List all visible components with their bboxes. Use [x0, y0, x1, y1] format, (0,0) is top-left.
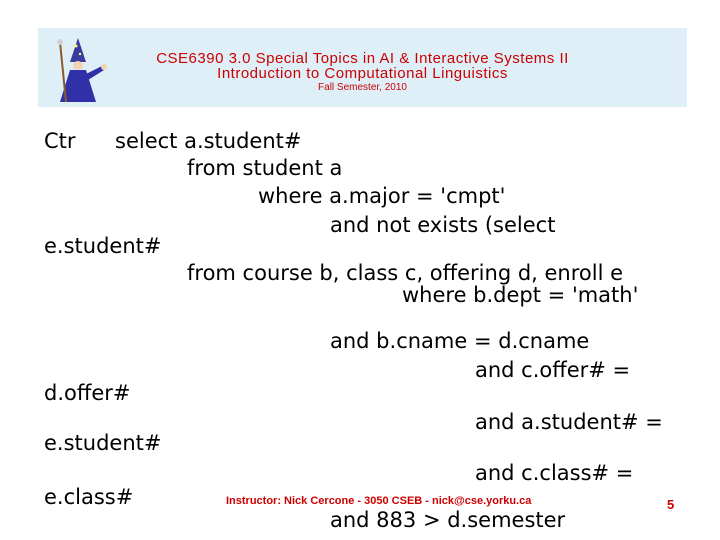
e-student-label-1: e.student#	[44, 234, 162, 258]
where-line: where a.major = 'cmpt'	[258, 184, 506, 208]
course-subtitle: Introduction to Computational Linguistics	[217, 65, 508, 82]
where-dept-line: where b.dept = 'math'	[402, 283, 639, 307]
course-banner	[38, 28, 687, 107]
and-offer-line: and c.offer# =	[475, 358, 631, 382]
from-line: from student a	[187, 156, 343, 180]
select-line: select a.student#	[115, 129, 302, 153]
page-number: 5	[667, 497, 675, 512]
instructor-footer: Instructor: Nick Cercone - 3050 CSEB - nick@cse.yorku.ca	[226, 495, 532, 507]
ctr-label: Ctr	[44, 129, 76, 153]
and-class-line: and c.class# =	[475, 461, 634, 485]
from-course-line: from course b, class c, offering d, enroll e	[187, 261, 624, 285]
and-student-line: and a.student# =	[475, 410, 663, 434]
course-title: CSE6390 3.0 Special Topics in AI & Interactive Systems II	[156, 50, 569, 67]
e-class-label: e.class#	[44, 485, 134, 509]
d-offer-label: d.offer#	[44, 381, 131, 405]
not-exists-line: and not exists (select	[330, 213, 556, 237]
and-cname-line: and b.cname = d.cname	[330, 329, 590, 353]
e-student-label-2: e.student#	[44, 431, 162, 455]
and-semester-line: and 883 > d.semester	[330, 508, 566, 532]
semester-label: Fall Semester, 2010	[318, 82, 407, 93]
